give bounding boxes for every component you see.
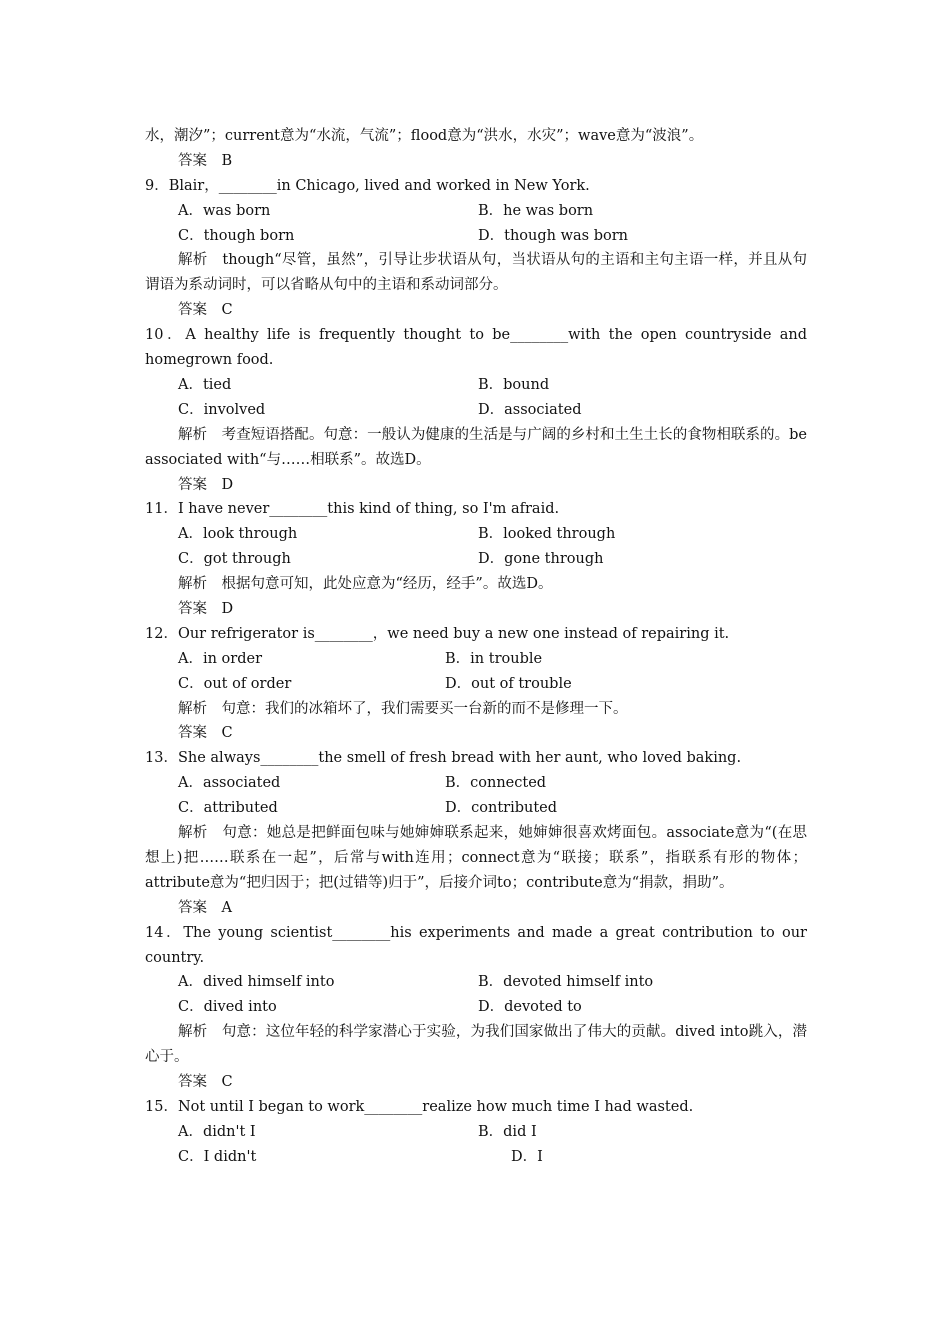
option-b: B．he was born [478, 202, 594, 219]
question-13-stem [145, 746, 807, 771]
question-10-options-row-1 [145, 373, 807, 398]
option-a: A．associated [178, 775, 281, 792]
document-content [145, 124, 807, 1170]
option-d: D．though was born [478, 227, 628, 244]
question-stem-text: realize how much time I had wasted. [422, 1098, 694, 1115]
question-10-options-row-2 [145, 398, 807, 423]
option-b: B．devoted himself into [478, 974, 654, 991]
blank: ________ [218, 177, 277, 194]
question-9-options-row-2 [145, 224, 807, 249]
option-d: D．out of trouble [445, 675, 572, 692]
option-a: A．tied [178, 376, 232, 393]
blank: ________ [510, 327, 569, 344]
option-a: A．in order [178, 650, 263, 667]
option-d: D．contributed [445, 800, 558, 817]
question-stem-text: 11．I have never [145, 501, 270, 518]
question-stem-text: 9．Blair， [145, 177, 219, 194]
blank: ________ [269, 501, 328, 518]
blank: ________ [332, 924, 391, 941]
question-9-answer: 答案 C [178, 302, 233, 319]
question-stem-text: 15．Not until I began to work [145, 1098, 365, 1115]
option-d: D．associated [478, 401, 582, 418]
option-c: C．dived into [178, 999, 277, 1016]
question-12-answer: 答案 C [178, 725, 233, 742]
option-d: D．devoted to [478, 999, 582, 1016]
option-c: C．attributed [178, 800, 278, 817]
question-10-answer: 答案 D [178, 476, 234, 493]
option-c: C．though born [178, 227, 295, 244]
question-15-options-row-2 [145, 1145, 807, 1170]
question-11-options-row-2 [145, 547, 807, 572]
question-13-options-row-1 [145, 771, 807, 796]
question-14-options-row-1 [145, 970, 807, 995]
question-12-stem [145, 622, 807, 647]
option-b: B．looked through [478, 526, 616, 543]
question-11-stem [145, 497, 807, 522]
question-12-options-row-2 [145, 672, 807, 697]
option-a: A．didn't I [178, 1123, 256, 1140]
blank: ________ [314, 625, 373, 642]
question-11-answer: 答案 D [178, 601, 234, 618]
option-b: B．in trouble [445, 650, 543, 667]
question-stem-text: his experiments and made a great contribution to our country. [145, 924, 807, 966]
question-9-stem [145, 174, 807, 199]
option-c: C．involved [178, 401, 266, 418]
question-13-explanation: 解析 句意：她总是把鲜面包味与她婶婶联系起来，她婶婶很喜欢烤面包。associate意为“(在思想上)把……联系在一起”，后常与with连用；connect意为“联接；联系”，指联系有形的物体；attribute意为“把归因于；把(过错等)归于”，后接介词to；contribute意为“捐款，捐助”。 [145, 825, 807, 891]
question-9-options-row-1 [145, 199, 807, 224]
question-10-explanation: 解析 考查短语搭配。句意：一般认为健康的生活是与广阔的乡村和土生土长的食物相联系的。be associated with“与……相联系”。故选D。 [145, 426, 807, 468]
question-12-explanation: 解析 句意：我们的冰箱坏了，我们需要买一台新的而不是修理一下。 [178, 700, 628, 717]
option-a: A．look through [178, 526, 298, 543]
question-stem-text: 12．Our refrigerator is [145, 625, 315, 642]
answer-line: 答案 B [178, 152, 233, 169]
question-stem-text: the smell of fresh bread with her aunt, who loved baking. [318, 750, 742, 767]
question-14-explanation: 解析 句意：这位年轻的科学家潜心于实验，为我们国家做出了伟大的贡献。dived into跳入，潜心于。 [145, 1024, 807, 1066]
question-stem-text: in Chicago, lived and worked in New York. [276, 177, 590, 194]
question-10-stem [145, 323, 807, 373]
option-d: D．gone through [478, 551, 604, 568]
question-15-stem [145, 1095, 807, 1120]
question-11-options-row-1 [145, 522, 807, 547]
question-14-stem [145, 921, 807, 971]
option-b: B．bound [478, 376, 550, 393]
option-a: A．dived himself into [178, 974, 335, 991]
question-stem-text: ，we need buy a new one instead of repairing it. [372, 625, 730, 642]
question-12-options-row-1 [145, 647, 807, 672]
question-15-options-row-1 [145, 1120, 807, 1145]
option-c: C．got through [178, 551, 291, 568]
question-13-options-row-2 [145, 796, 807, 821]
option-c: C．I didn't [178, 1148, 257, 1165]
question-14-answer: 答案 C [178, 1074, 233, 1091]
question-11-explanation: 解析 根据句意可知，此处应意为“经历，经手”。故选D。 [178, 576, 553, 593]
blank: ________ [364, 1098, 423, 1115]
question-stem-text: 14．The young scientist [145, 924, 333, 941]
question-stem-text: 10．A healthy life is frequently thought to be [145, 327, 511, 344]
question-stem-text: this kind of thing, so I'm afraid. [327, 501, 560, 518]
option-b: B．did I [478, 1123, 537, 1140]
blank: ________ [260, 750, 319, 767]
question-9-explanation: 解析 though“尽管，虽然”，引导让步状语从句，当状语从句的主语和主句主语一样，并且从句谓语为系动词时，可以省略从句中的主语和系动词部分。 [145, 252, 807, 294]
question-14-options-row-2 [145, 995, 807, 1020]
question-13-answer: 答案 A [178, 899, 232, 916]
question-stem-text: with the open countryside and homegrown food. [145, 327, 808, 369]
option-d: D．I [511, 1148, 543, 1165]
option-a: A．was born [178, 202, 271, 219]
option-c: C．out of order [178, 675, 292, 692]
option-b: B．connected [445, 775, 547, 792]
question-stem-text: 13．She always [145, 750, 261, 767]
previous-explanation-continuation: 水，潮汐”；current意为“水流，气流”；flood意为“洪水，水灾”；wave意为“波浪”。 [145, 128, 704, 144]
